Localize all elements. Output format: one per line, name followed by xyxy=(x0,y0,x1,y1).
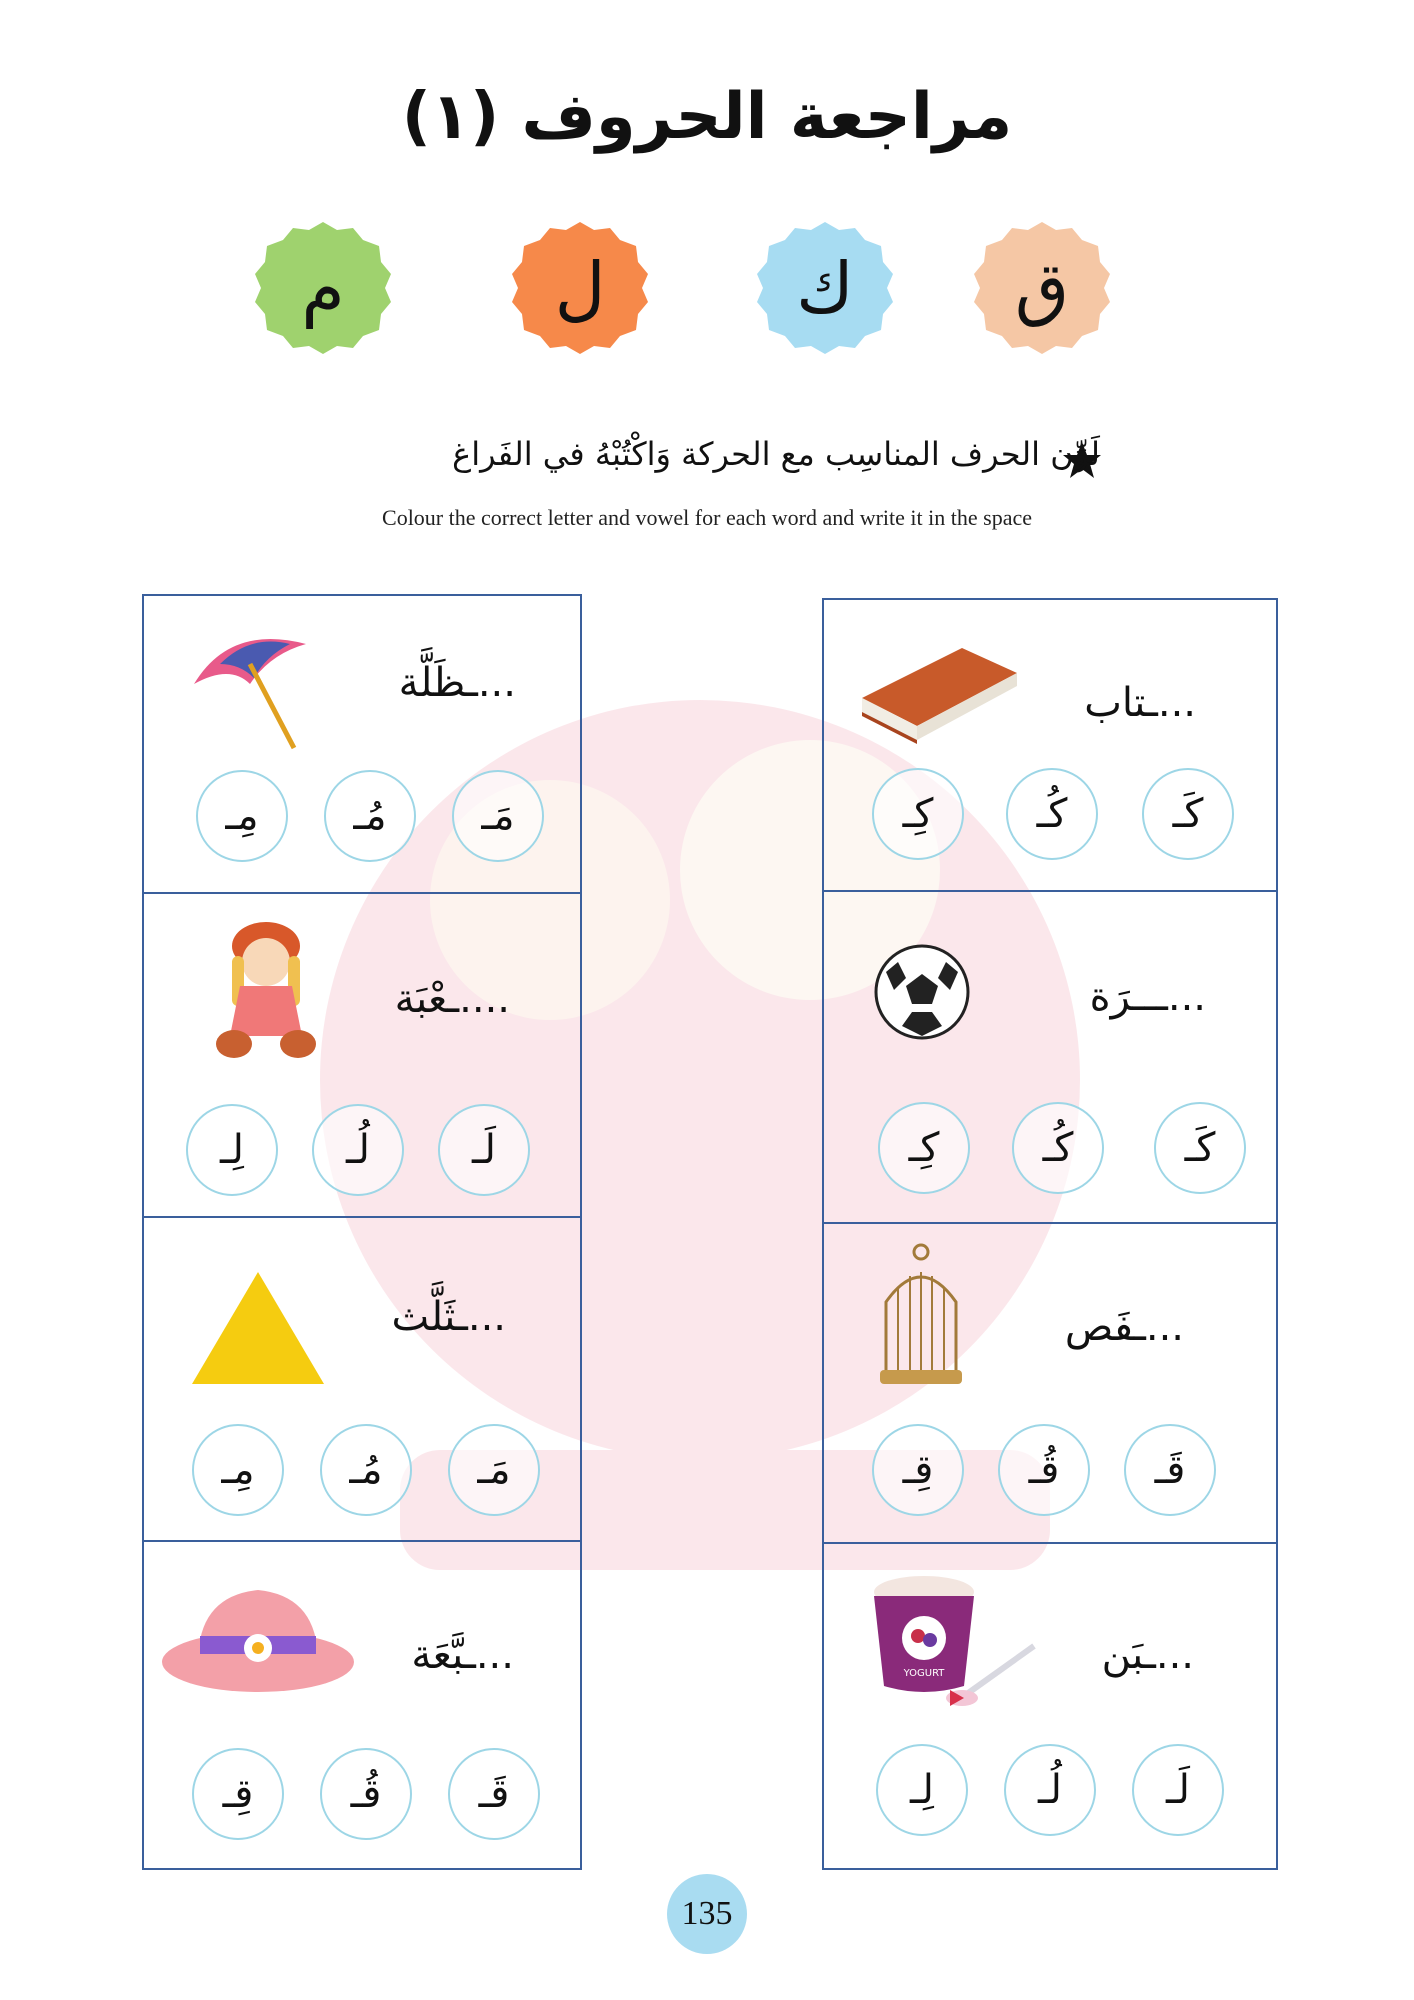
yogurt-label: YOGURT xyxy=(903,1668,945,1679)
option-circle[interactable]: لَـ xyxy=(1132,1744,1224,1836)
bird-cage-icon xyxy=(876,1242,966,1392)
option-circle[interactable]: مَـ xyxy=(448,1424,540,1516)
word-prompt: ...ـبَّعَة xyxy=(411,1632,514,1678)
option-circle[interactable]: قَـ xyxy=(448,1748,540,1840)
exercise-card xyxy=(142,594,582,894)
option-circle[interactable]: كَـ xyxy=(1154,1102,1246,1194)
option-circle[interactable]: لِـ xyxy=(186,1104,278,1196)
option-circle[interactable]: مُـ xyxy=(324,770,416,862)
word-prompt: ....ـعْبَة xyxy=(394,976,510,1022)
option-circle[interactable]: مَـ xyxy=(452,770,544,862)
yogurt-icon xyxy=(864,1566,1044,1716)
exercise-card xyxy=(142,1216,582,1542)
exercise-card xyxy=(822,598,1278,892)
triangle-icon xyxy=(188,1268,328,1388)
option-circle[interactable]: قِـ xyxy=(872,1424,964,1516)
exercise-card xyxy=(822,1542,1278,1870)
exercise-card xyxy=(822,1222,1278,1544)
word-prompt: ...ـــرَة xyxy=(1089,974,1206,1020)
option-circle[interactable]: كِـ xyxy=(872,768,964,860)
option-circle[interactable]: مِـ xyxy=(192,1424,284,1516)
letter-char: ق xyxy=(1014,247,1070,329)
hat-icon xyxy=(158,1576,358,1696)
option-circle[interactable]: قُـ xyxy=(998,1424,1090,1516)
instruction-arabic: لَوِّن الحرف المناسِب مع الحركة وَاكْتُبْهُ في الفَراغ xyxy=(452,435,1100,473)
option-circle[interactable]: كُـ xyxy=(1012,1102,1104,1194)
exercise-card xyxy=(142,892,582,1218)
umbrella-icon xyxy=(190,624,310,754)
exercise-card xyxy=(142,1540,582,1870)
option-circle[interactable]: قِـ xyxy=(192,1748,284,1840)
option-circle[interactable]: لُـ xyxy=(1004,1744,1096,1836)
football-icon xyxy=(872,942,972,1042)
exercise-card xyxy=(822,890,1278,1224)
option-circle[interactable]: كَـ xyxy=(1142,768,1234,860)
page-title: مراجعة الحروف (١) xyxy=(401,80,1013,154)
letter-char: ك xyxy=(796,247,854,329)
option-circle[interactable]: لُـ xyxy=(312,1104,404,1196)
letter-char: م xyxy=(301,247,345,329)
option-circle[interactable]: لَـ xyxy=(438,1104,530,1196)
word-prompt: ...ـثَلَّث xyxy=(391,1294,506,1340)
word-prompt: ...ـظَلَّة xyxy=(398,660,516,706)
letter-badge-kaf xyxy=(755,218,895,358)
letter-badge-meem xyxy=(253,218,393,358)
option-circle[interactable]: لِـ xyxy=(876,1744,968,1836)
option-circle[interactable]: قَـ xyxy=(1124,1424,1216,1516)
option-circle[interactable]: قُـ xyxy=(320,1748,412,1840)
option-circle[interactable]: كِـ xyxy=(878,1102,970,1194)
option-circle[interactable]: مِـ xyxy=(196,770,288,862)
word-prompt: ...ـفَص xyxy=(1064,1304,1184,1350)
page-number: 135 xyxy=(667,1874,747,1954)
word-prompt: ...ـبَن xyxy=(1101,1632,1194,1678)
option-circle[interactable]: كُـ xyxy=(1006,768,1098,860)
option-circle[interactable]: مُـ xyxy=(320,1424,412,1516)
letter-char: ل xyxy=(554,247,606,329)
word-prompt: ...ـتاب xyxy=(1084,680,1196,726)
letter-badge-qaf xyxy=(972,218,1112,358)
letter-badge-lam xyxy=(510,218,650,358)
doll-icon xyxy=(206,916,326,1066)
instruction-english: Colour the correct letter and vowel for each word and write it in the space xyxy=(382,505,1032,530)
book-icon xyxy=(852,628,1022,748)
